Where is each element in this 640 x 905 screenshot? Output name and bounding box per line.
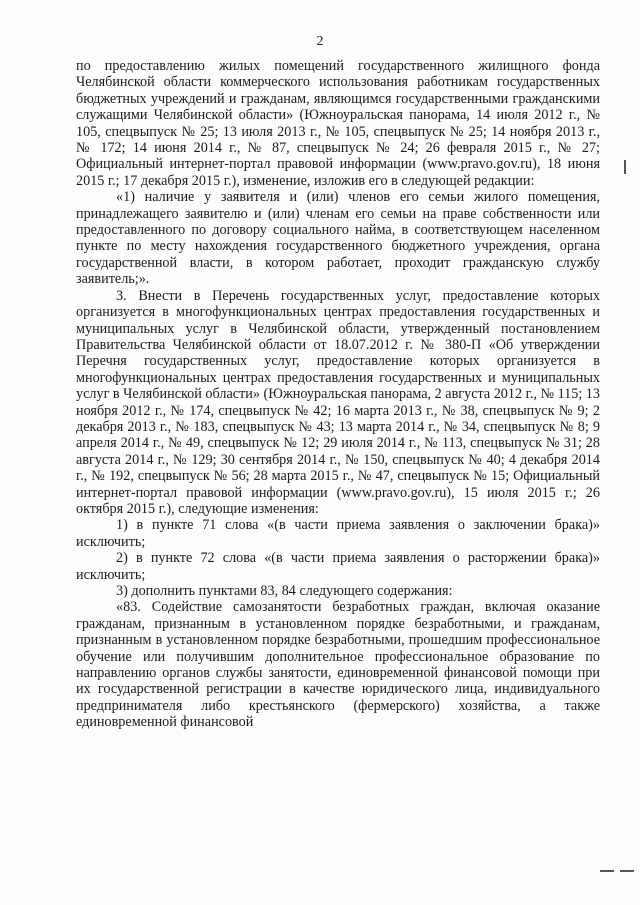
paragraph-subitem-3: 3) дополнить пунктами 83, 84 следующего содержания: (116, 583, 453, 599)
paragraph-subitem-2: 2) в пункте 72 слова «(в части приема заявления о расторжении брака)» исключить; (76, 550, 600, 583)
paragraph-quoted-item-83: «83. Содействие самозанятости безработных граждан, включая оказание гражданам, признанным в установленном порядке безработными, и гражданам, признанным в установленном порядке безработными, прошедшим профессиональное обучение или получившим дополнительное профессиональное образование по направлению органов службы занятости, единовременной финансовой помощи при их государственной регистрации в качестве юридического лица, индивидуального предпринимателя либо крестьянского (фермерского) хозяйства, а также единовременной финансовой (76, 599, 600, 731)
paragraph-item-3: 3. Внести в Перечень государственных услуг, предоставление которых организуется в многофункциональных центрах предоставления государственных и муниципальных услуг в Челябинской области, утвержденный постановлением Правительства Челябинской области от 18.07.2012 г. № 380-П «Об утверждении Перечня государственных услуг, предоставление которых организуется в многофункциональных центрах предоставления государственных и муниципальных услуг в Челябинской области» (Южноуральская панорама, 2 августа 2012 г., № 115; 13 ноября 2012 г., № 174, спецвыпуск № 42; 16 марта 2013 г., № 38, спецвыпуск № 9; 2 декабря 2013 г., № 183, спецвыпуск № 43; 13 марта 2014 г., № 34, спецвыпуск № 8; 9 апреля 2014 г., № 49, спецвыпуск № 12; 29 июля 2014 г., № 113, спецвыпуск № 31; 28 августа 2014 г., № 129; 30 сентября 2014 г., № 150, спецвыпуск № 40; 4 декабря 2014 г., № 192, спецвыпуск № 56; 28 марта 2015 г., № 47, спецвыпуск № 15; Официальный интернет-портал правовой информации (www.pravo.gov.ru), 15 июля 2015 г.; 26 октября 2015 г.), следующие изменения: (76, 287, 600, 517)
paragraph-continuation: по предоставлению жилых помещений государственного жилищного фонда Челябинской области коммерческого использования работникам государственных бюджетных учреждений и гражданам, являющимся государственными гражданскими служащими Челябинской области» (Южноуральская панорама, 14 июля 2012 г., № 105, спецвыпуск № 25; 13 июля 2013 г., № 105, спецвыпуск № 25; 14 ноября 2013 г., № 172; 14 июня 2014 г., № 87, спецвыпуск № 24; 26 февраля 2015 г., № 27; Официальный интернет-портал правовой информации (www.pravo.gov.ru), 18 июня 2015 г.; 17 декабря 2015 г.), изменение, изложив его в следующей редакции: (76, 58, 600, 189)
scan-edge-mark (624, 160, 626, 174)
scan-edge-mark (620, 870, 634, 872)
paragraph-quoted-item-1: «1) наличие у заявителя и (или) членов его семьи жилого помещения, принадлежащего заявителю и (или) членам его семьи на праве собственности или предоставленного по договору социального найма, в соответствующем населенном пункте по месту нахождения государственного бюджетного учреждения, органа государственной власти, в котором работает, проходит гражданскую службу заявитель;». (76, 189, 600, 288)
page-number: 2 (316, 34, 324, 49)
scan-edge-mark (600, 870, 614, 872)
document-body (76, 58, 600, 731)
paragraph-subitem-1: 1) в пункте 71 слова «(в части приема заявления о заключении брака)» исключить; (76, 517, 600, 550)
